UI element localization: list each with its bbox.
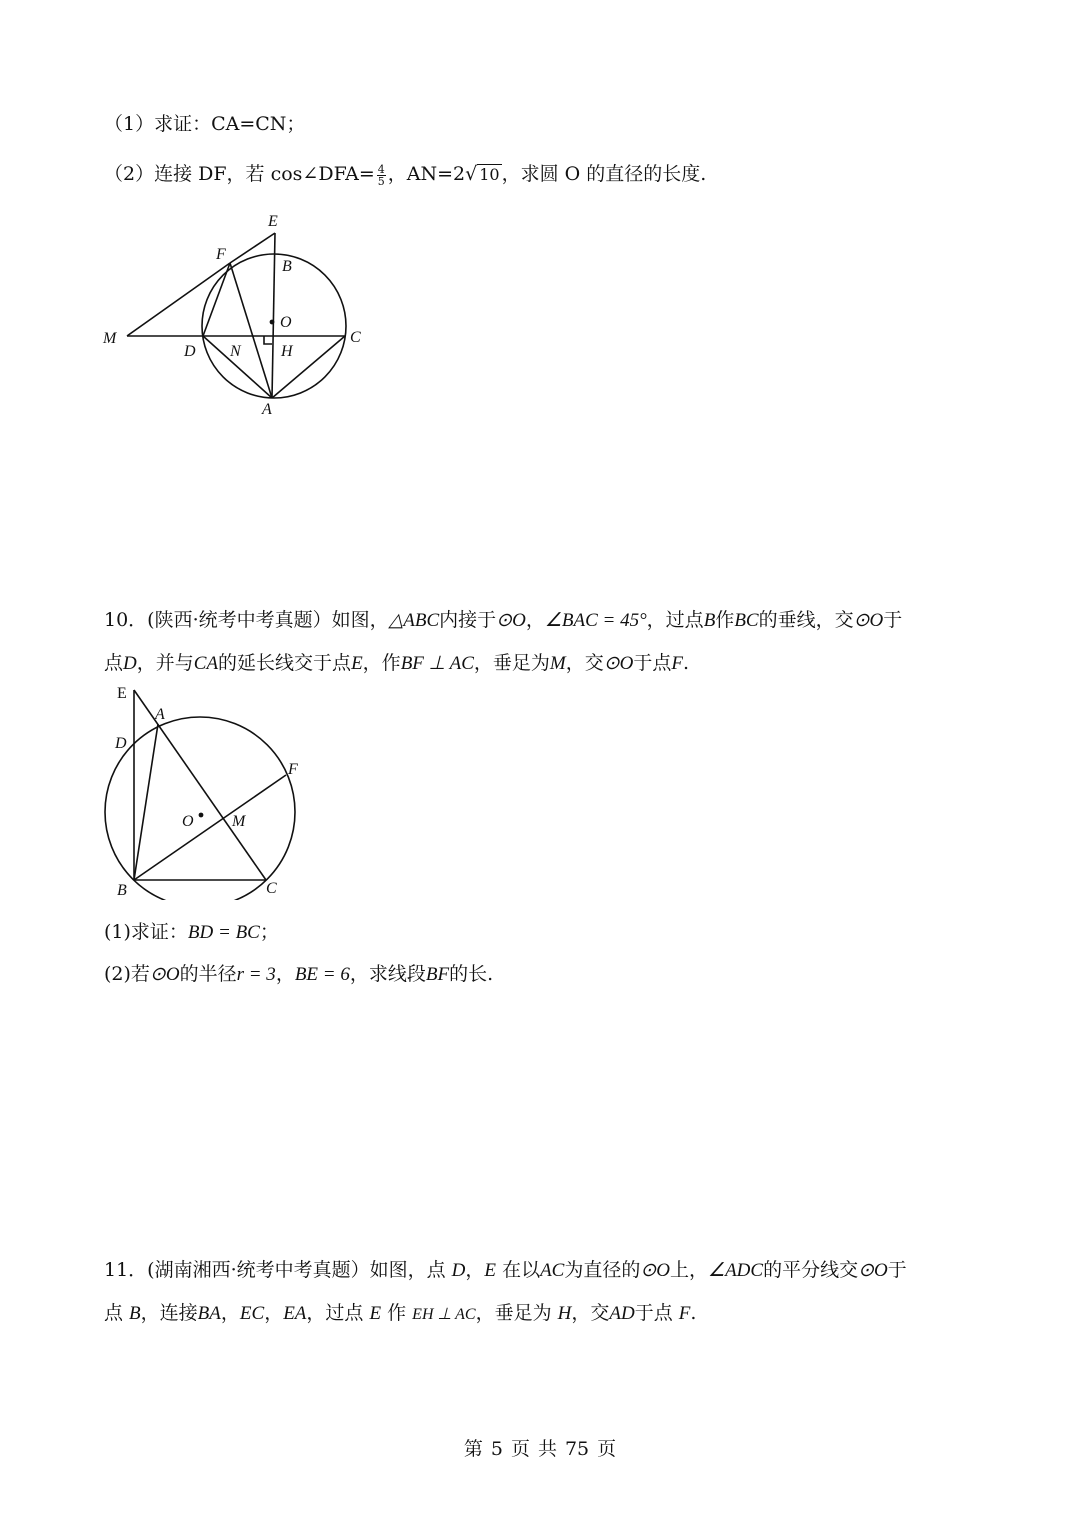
q9-line-FE [230, 233, 275, 263]
q9-label-N: N [230, 343, 241, 360]
q10-p2-t4: ，求线段 [349, 963, 426, 985]
footer-total-pages: 75 [564, 1438, 590, 1460]
q10-label-M: M [232, 813, 246, 830]
q9-center-dot [270, 320, 275, 325]
q11-l1-t6: 的平分线交 [763, 1259, 859, 1281]
q11-l1-t1: 11．(湖南湘西·统考中考真题）如图，点 [104, 1259, 452, 1281]
q10-l2-m2: CA [193, 653, 219, 674]
q10-label-A: A [155, 706, 165, 723]
q11-l1-m4: ⊙O [640, 1260, 671, 1281]
q10-l2-m5: M [549, 653, 566, 674]
q10-l1-t3: ， [525, 609, 545, 631]
q9-part2-suffix: ，求圆 O 的直径的长度. [501, 163, 707, 185]
q10-label-O: O [182, 813, 194, 830]
q10-p2-m1: ⊙O [149, 964, 180, 985]
q11-l2-t3: ， [220, 1302, 240, 1324]
q9-label-B: B [282, 258, 292, 275]
q10-l1-t1: 10．(陕西·统考中考真题）如图， [104, 609, 389, 631]
q9-line-EA [272, 233, 275, 398]
q9-part2-prefix: （2）连接 DF，若 cos∠DFA= [104, 163, 375, 185]
footer-ye-2: 页 [597, 1438, 617, 1460]
q9-frac-denominator: 5 [377, 174, 385, 188]
q10-line1 [104, 606, 902, 635]
q10-p2-t5: 的长. [449, 963, 494, 985]
q10-l1-m6: ⊙O [853, 610, 884, 631]
q11-l2-t10: . [690, 1302, 697, 1324]
q10-line-EC [134, 690, 266, 880]
q11-l2-m3: EC [239, 1303, 265, 1324]
q9-label-D: D [184, 343, 196, 360]
q11-l2-t8: ，交 [571, 1302, 610, 1324]
q11-l2-m6: EH ⊥ AC [412, 1306, 476, 1323]
q11-l2-m7: H [557, 1303, 572, 1324]
q11-l2-t2: ，连接 [140, 1302, 198, 1324]
q10-p2-m2: r = 3 [236, 964, 276, 985]
q10-p2-t3: ， [275, 963, 295, 985]
q10-l2-t7: 于点 [633, 652, 672, 674]
q9-label-O: O [280, 314, 292, 331]
q10-label-F: F [288, 761, 298, 778]
q11-l2-m5: E [369, 1303, 382, 1324]
footer-ye: 页 [510, 1438, 530, 1460]
q10-p2-t2: 的半径 [179, 963, 237, 985]
footer-page-number: 5 [490, 1438, 503, 1460]
q11-line2 [104, 1299, 696, 1329]
q9-part1-prefix: （1）求证： [104, 113, 212, 135]
q10-l1-t7: 于 [883, 609, 903, 631]
q10-l2-t8: . [683, 652, 690, 674]
q10-l1-m2: ⊙O [496, 610, 526, 631]
q9-line-MF [127, 263, 230, 336]
q11-l1-t2: ， [465, 1259, 485, 1281]
q10-l1-m1: △ABC [388, 610, 440, 631]
q10-p2-m3: BE = 6 [294, 964, 350, 985]
q10-line2 [104, 649, 689, 678]
q9-fraction [377, 164, 386, 187]
q10-figure [95, 680, 315, 900]
q10-l2-m1: D [123, 653, 137, 674]
q11-l2-t9: 于点 [634, 1302, 679, 1324]
q10-l1-m5: BC [734, 610, 759, 631]
q10-l2-t5: ，垂足为 [473, 652, 550, 674]
q11-l1-t4: 为直径的 [564, 1259, 641, 1281]
q10-l2-t4: ，作 [362, 652, 401, 674]
q10-l2-m6: ⊙O [603, 653, 634, 674]
q11-l2-t7: ，垂足为 [475, 1302, 558, 1324]
q9-part2 [104, 160, 706, 189]
q9-label-E: E [268, 213, 278, 230]
q11-l1-m5: ∠ADC [708, 1260, 764, 1281]
footer-gong: 共 [537, 1438, 557, 1460]
q11-l2-t4: ， [264, 1302, 284, 1324]
q10-l2-t6: ，交 [565, 652, 604, 674]
q10-label-C: C [266, 880, 277, 897]
q10-label-D: D [115, 735, 127, 752]
q11-l1-m3: AC [540, 1260, 565, 1281]
q9-right-angle-mark [264, 336, 272, 344]
q10-l1-t2: 内接于 [439, 609, 497, 631]
q9-sqrt-arg: 10 [479, 165, 500, 184]
q9-line-FA [230, 263, 272, 398]
q11-l1-t5: 上， [670, 1259, 709, 1281]
q11-l1-m2: E [484, 1260, 497, 1281]
q11-l2-m9: F [678, 1303, 691, 1324]
q10-p2-m4: BF [425, 964, 450, 985]
q9-sqrt: √ 10 [465, 163, 500, 185]
q11-l2-m8: AD [609, 1303, 635, 1324]
q10-p1-t2: ； [259, 921, 279, 943]
q10-line-BF [134, 775, 286, 880]
q10-l2-m4: BF ⊥ AC [400, 653, 474, 674]
q10-l1-t4: ，过点 [646, 609, 704, 631]
q10-p1-m1: BD = BC [187, 922, 260, 943]
q11-l2-m4: EA [283, 1303, 307, 1324]
q10-line-AB [134, 724, 158, 880]
q9-label-H: H [281, 343, 293, 360]
q9-label-A: A [262, 401, 272, 418]
q9-label-F: F [216, 246, 226, 263]
q9-part1-expr: CA=CN； [211, 113, 306, 135]
q10-label-E: E [117, 685, 127, 702]
q10-part2 [104, 960, 493, 989]
q11-l1-t3: 在以 [496, 1259, 541, 1281]
q10-l2-t1: 点 [104, 652, 124, 674]
q11-l2-m2: BA [197, 1303, 221, 1324]
q9-part1 [104, 110, 305, 138]
q11-l1-m6: ⊙O [858, 1260, 888, 1281]
q10-p2-t1: (2)若 [104, 963, 150, 985]
q11-line1 [104, 1256, 907, 1285]
page-footer [0, 1435, 1080, 1463]
q9-label-C: C [350, 329, 361, 346]
q10-l1-m3: ∠BAC = 45° [544, 610, 647, 631]
q10-label-B: B [117, 882, 127, 899]
q9-label-M: M [103, 330, 117, 347]
q10-l2-t3: 的延长线交于点 [218, 652, 352, 674]
footer-di: 第 [463, 1438, 483, 1460]
q10-l2-t2: ，并与 [136, 652, 194, 674]
q11-l2-t6: 作 [381, 1302, 413, 1324]
q11-l2-m1: B [129, 1303, 141, 1324]
q11-l1-m1: D [451, 1260, 466, 1281]
q10-center-dot [199, 813, 204, 818]
q10-l1-m4: B [703, 610, 716, 631]
q9-figure [95, 205, 385, 425]
q11-l2-t5: ，过点 [306, 1302, 370, 1324]
q10-p1-t1: (1)求证： [104, 921, 188, 943]
q9-frac-numerator: 4 [377, 162, 385, 176]
q10-part1 [104, 918, 279, 947]
q10-l1-t5: 作 [715, 609, 735, 631]
q11-l1-t7: 于 [887, 1259, 907, 1281]
q10-l1-t6: 的垂线，交 [758, 609, 854, 631]
q11-l2-t1: 点 [104, 1302, 130, 1324]
q10-l2-m3: E [351, 653, 363, 674]
q9-part2-mid: ，AN=2 [387, 163, 466, 185]
q10-l2-m7: F [671, 653, 684, 674]
